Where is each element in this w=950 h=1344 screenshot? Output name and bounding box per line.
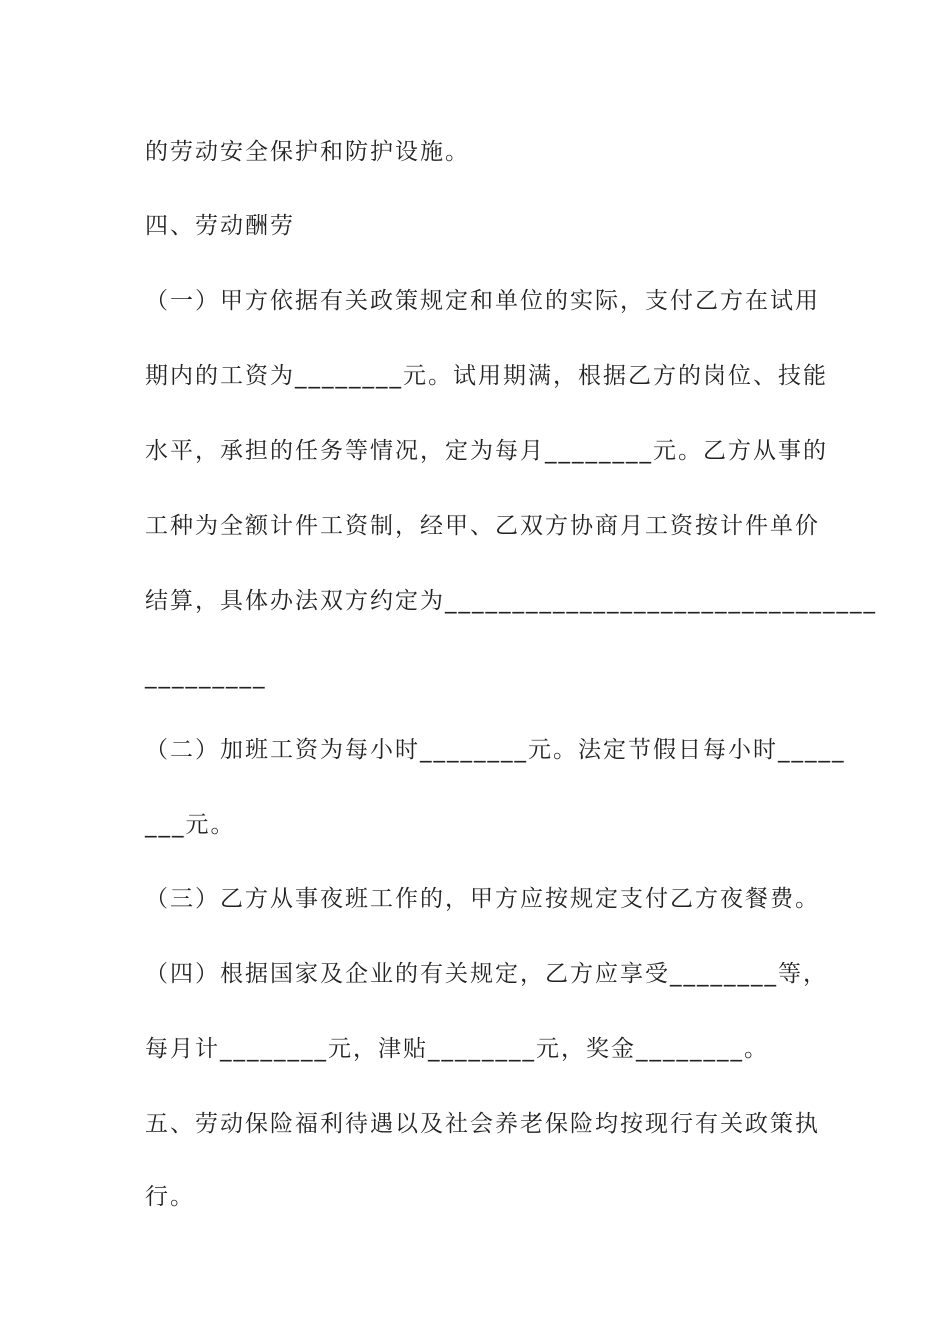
section-heading: 五、劳动保险福利待遇以及社会养老保险均按现行有关政策执 (145, 1111, 820, 1137)
section-heading: 四、劳动酬劳 (145, 213, 295, 239)
text-line: 工种为全额计件工资制，经甲、乙双方协商月工资按计件单价 (145, 513, 820, 539)
text-line: （四）根据国家及企业的有关规定，乙方应享受________等， (145, 961, 828, 987)
text-line: （三）乙方从事夜班工作的，甲方应按规定支付乙方夜餐费。 (145, 886, 820, 912)
text-line: _________ (145, 663, 267, 689)
text-line: 每月计________元，津贴________元，奖金________。 (145, 1036, 769, 1062)
text-line: ___元。 (145, 812, 236, 838)
text-line: 期内的工资为________元。试用期满，根据乙方的岗位、技能 (145, 363, 828, 389)
text-line: 行。 (145, 1184, 195, 1210)
text-line: 结算，具体办法双方约定为________________________________ (145, 588, 877, 614)
text-line: （二）加班工资为每小时________元。法定节假日每小时_____ (145, 737, 846, 763)
text-line: （一）甲方依据有关政策规定和单位的实际，支付乙方在试用 (145, 288, 820, 314)
text-line: 的劳动安全保护和防护设施。 (145, 139, 470, 165)
text-line: 水平，承担的任务等情况，定为每月________元。乙方从事的 (145, 438, 828, 464)
